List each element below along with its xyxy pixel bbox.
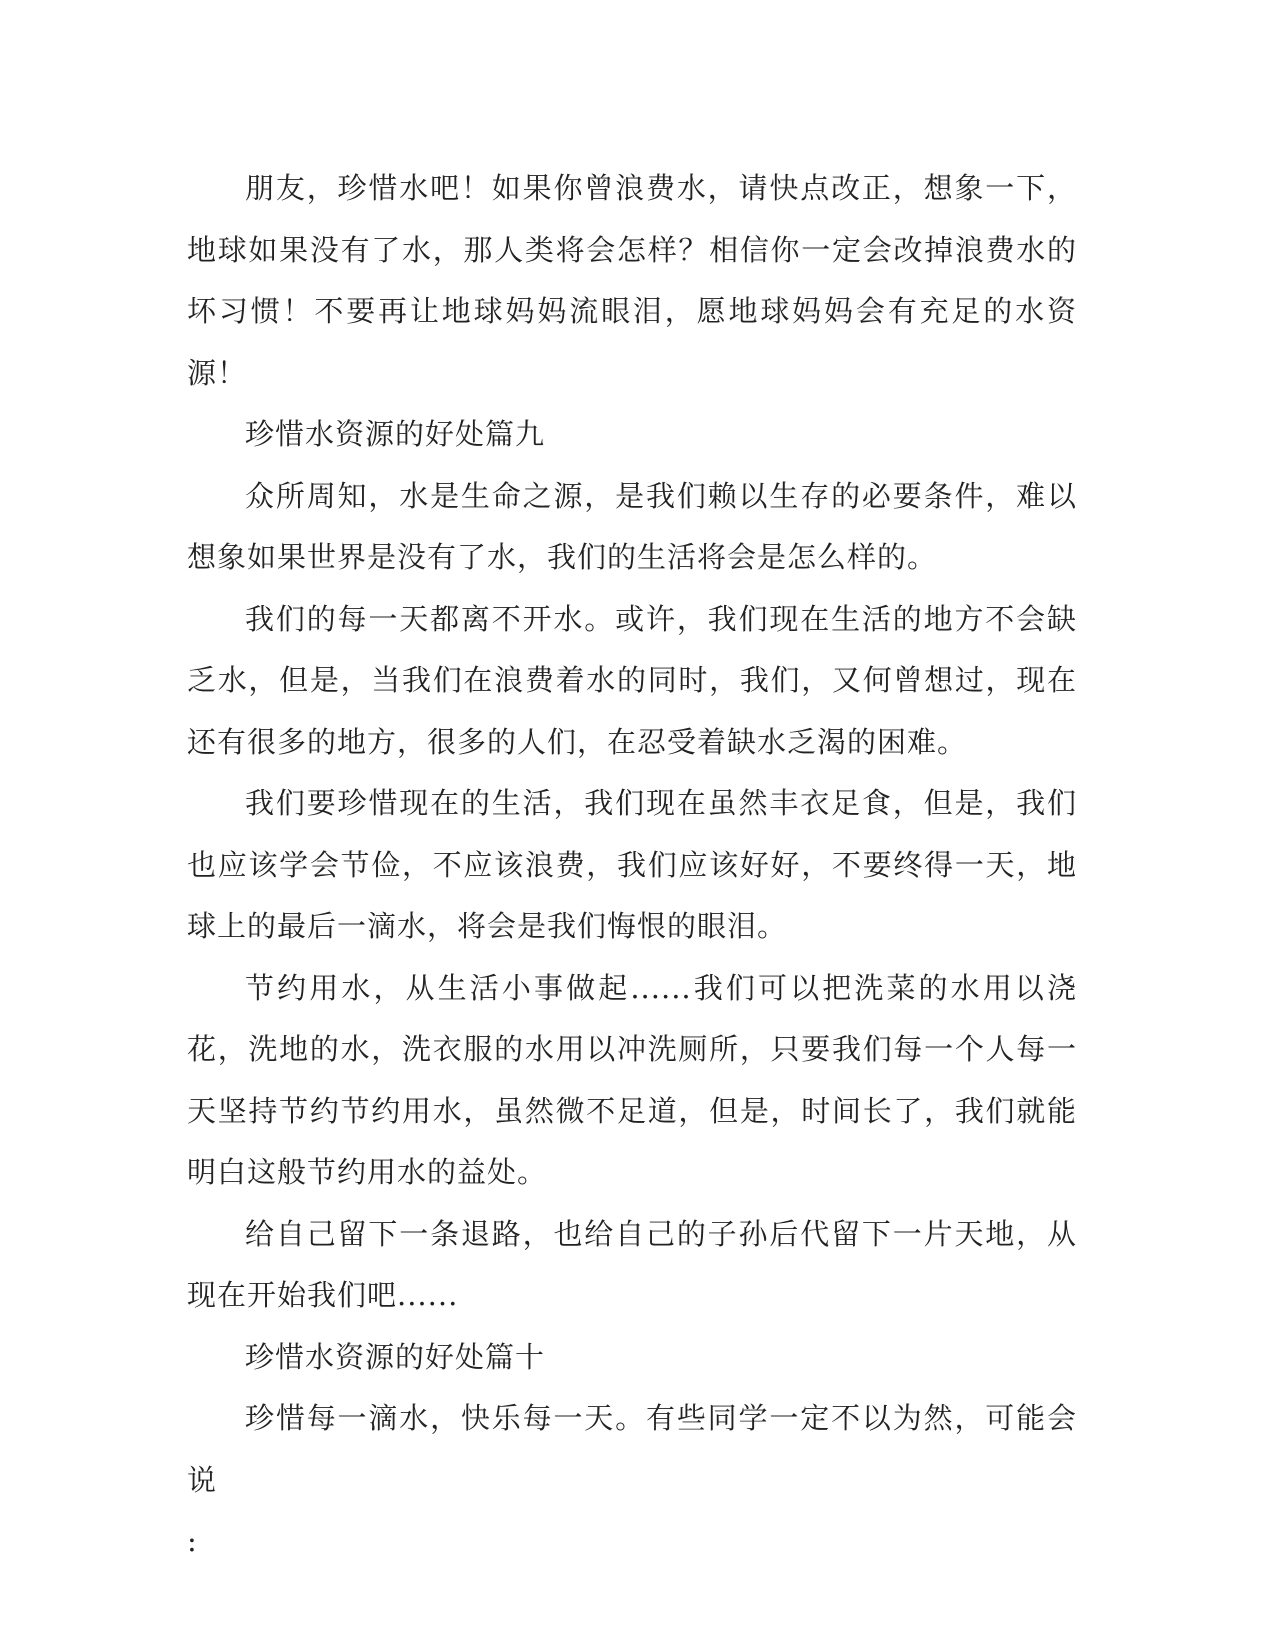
paragraph-5: 节约用水，从生活小事做起......我们可以把洗菜的水用以浇花，洗地的水，洗衣服的水用以冲洗厕所，只要我们每一个人每一天坚持节约节约用水，虽然微不足道，但是，时间长了，我们就能明白这般节约用水的益处。 bbox=[187, 970, 1077, 1189]
paragraph-7: 珍惜每一滴水，快乐每一天。有些同学一定不以为然，可能会说 bbox=[187, 1401, 1077, 1497]
paragraph-3: 我们的每一天都离不开水。或许，我们现在生活的地方不会缺乏水，但是，当我们在浪费着水的同时，我们，又何曾想过，现在还有很多的地方，很多的人们，在忍受着缺水乏渴的困难。 bbox=[187, 601, 1077, 759]
paragraph-6: 给自己留下一条退路，也给自己的子孙后代留下一片天地，从现在开始我们吧...... bbox=[187, 1216, 1077, 1312]
paragraph-2: 众所周知，水是生命之源，是我们赖以生存的必要条件，难以想象如果世界是没有了水，我们的生活将会是怎么样的。 bbox=[187, 478, 1077, 574]
section-heading-10: 珍惜水资源的好处篇十 bbox=[245, 1339, 546, 1374]
section-heading-9: 珍惜水资源的好处篇九 bbox=[245, 417, 546, 451]
paragraph-continuation: : bbox=[187, 1524, 198, 1558]
document-body bbox=[187, 158, 1077, 1573]
paragraph-1: 朋友，珍惜水吧！如果你曾浪费水，请快点改正，想象一下，地球如果没有了水，那人类将会怎样？相信你一定会改掉浪费水的坏习惯！不要再让地球妈妈流眼泪，愿地球妈妈会有充足的水资源！ bbox=[187, 171, 1077, 390]
paragraph-4: 我们要珍惜现在的生活，我们现在虽然丰衣足食，但是，我们也应该学会节俭，不应该浪费，我们应该好好，不要终得一天，地球上的最后一滴水，将会是我们悔恨的眼泪。 bbox=[187, 786, 1077, 943]
